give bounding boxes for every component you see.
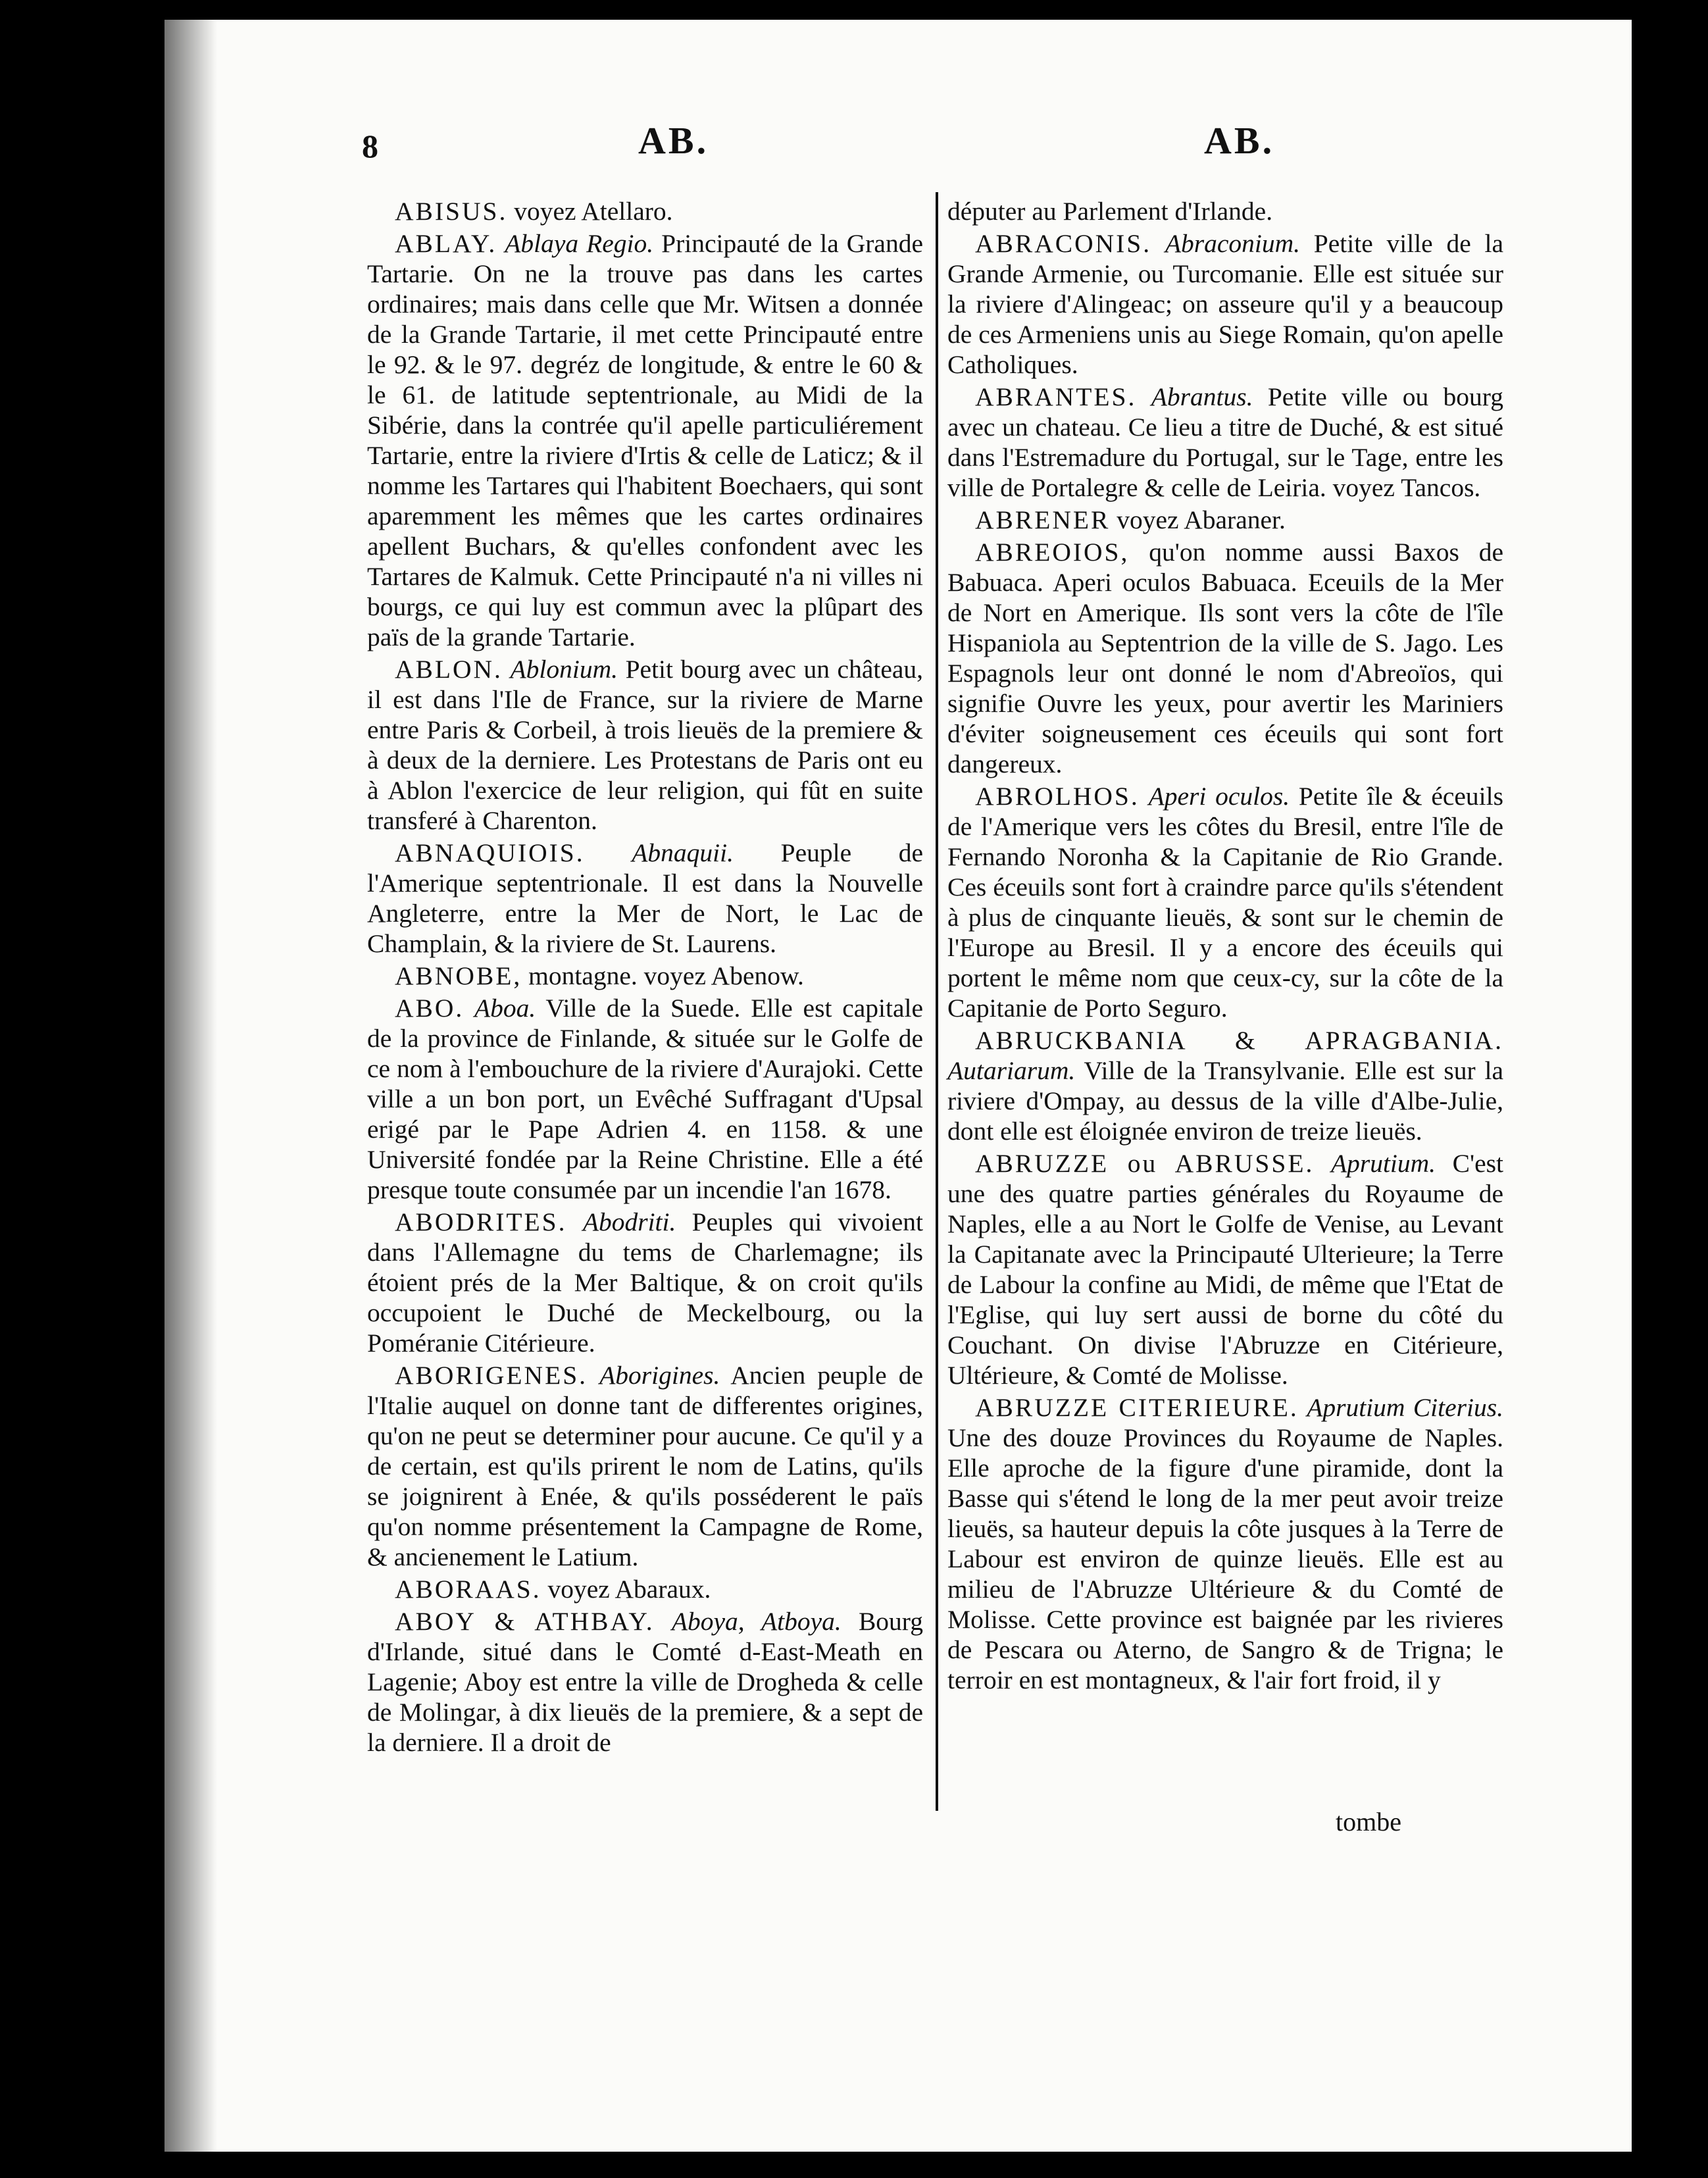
dictionary-entry <box>947 537 1503 779</box>
latin-name: Abnaquii. <box>632 838 734 867</box>
dictionary-entry <box>367 838 923 959</box>
headword: ABO. <box>395 994 465 1023</box>
headword: ABISUS. <box>395 197 508 226</box>
entry-text: Peuple de l'Amerique septentrionale. Il est dans la Nouvelle Angleterre, entre la Mer de Nort, le Lac de Champlain, & la riviere de St. Laurens. <box>367 838 924 958</box>
dictionary-entry <box>367 654 923 836</box>
entry-text: voyez Abaraner. <box>1110 505 1286 534</box>
entry-text: voyez Atellaro. <box>507 197 673 226</box>
latin-name: Abraconium. <box>1165 229 1301 258</box>
entry-text: qu'on nomme aussi Baxos de Babuaca. Aperi oculos Babuaca. Eceuils de la Mer de Nort en Amerique. Ils sont vers la côte de l'île Hispaniola au Septentrion de la ville de S. Jago. Les Espagnols leur ont donné le nom d'Abreoïos, qui signifie Ouvre les yeux, pour avertir les Mariniers d'éviter soigneusement ces éceuils qui sont fort dangereux. <box>947 538 1503 778</box>
catchword: tombe <box>1336 1807 1401 1836</box>
headword: ABRUZZE ou ABRUSSE. <box>975 1149 1315 1178</box>
headword: ABREOIOS, <box>975 538 1130 567</box>
left-column <box>367 196 923 1760</box>
entry-text: Ville de la Transylvanie. Elle est sur la riviere d'Ompay, au dessus de la ville d'Albe-Julie, dont elle est éloignée environ de treize lieuës. <box>947 1056 1503 1146</box>
headword: ABODRITES. <box>395 1207 567 1236</box>
entry-text: Ancien peuple de l'Italie auquel on donne tant de differentes origines, qu'on ne peut se determiner pour aucune. Ce qu'il y a de certain, est qu'ils prirent le nom de Latins, qu'ils se joignirent à Enée, & qu'ils posséderent le païs qu'on nomme présentement la Campagne de Rome, & ancienement le Latium. <box>367 1361 923 1571</box>
latin-name: Ablonium. <box>510 655 618 684</box>
headword: ABLON. <box>395 655 503 684</box>
headword: ABORAAS. <box>395 1575 541 1604</box>
column-divider <box>936 192 938 1811</box>
latin-name: Aprutium Citerius. <box>1307 1393 1503 1422</box>
headword: ABRENER <box>975 505 1111 534</box>
entry-text: Petite île & éceuils de l'Amerique vers les côtes du Bresil, entre l'île de Fernando Noronha & la Capitanie de Rio Grande. Ces éceuils sont fort à craindre parce qu'ils s'étendent à plus de cinquante lieuës, & sont sur le chemin de l'Europe au Bresil. Il y a encore des éceuils qui portent le même nom que ceux-cy, sur la côte de la Capitanie de Porto Seguro. <box>947 782 1504 1023</box>
entry-text: voyez Abaraux. <box>541 1575 711 1604</box>
dictionary-entry <box>947 228 1503 380</box>
dictionary-entry <box>947 196 1503 226</box>
latin-name: Aboa. <box>474 994 536 1023</box>
entry-text: Petit bourg avec un château, il est dans l'Ile de France, sur la riviere de Marne entre Paris & Corbeil, à trois lieuës de la premiere & à deux de la derniere. Les Protestans de Paris ont eu à Ablon l'exercice de leur religion, qui fût en suite transferé à Charenton. <box>367 655 924 835</box>
dictionary-entry <box>947 781 1503 1023</box>
headword: ABORIGENES. <box>395 1361 588 1390</box>
dictionary-entry <box>947 1025 1503 1146</box>
headword: ABRUCKBANIA & APRAGBANIA. <box>975 1026 1503 1055</box>
dictionary-entry <box>367 1360 923 1572</box>
dictionary-entry <box>367 1574 923 1604</box>
latin-name: Ablaya Regio. <box>505 229 654 258</box>
headword: ABLAY. <box>395 229 497 258</box>
entry-text: Bourg d'Irlande, situé dans le Comté d-East-Meath en Lagenie; Aboy est entre la ville de Drogheda & celle de Molingar, à dix lieuës de la premiere, & a sept de la derniere. Il a droit de <box>367 1607 923 1757</box>
dictionary-entry <box>947 1392 1503 1695</box>
latin-name: Autariarum. <box>947 1056 1076 1085</box>
dictionary-entry <box>367 993 923 1205</box>
latin-name: Aperi oculos. <box>1148 782 1290 811</box>
headword: ABOY & ATHBAY. <box>395 1607 655 1636</box>
headword: ABRACONIS. <box>975 229 1152 258</box>
dictionary-entry <box>367 1606 923 1758</box>
dictionary-entry <box>947 1148 1503 1390</box>
right-column <box>947 196 1503 1697</box>
latin-name: Abrantus. <box>1151 382 1253 411</box>
page-number: 8 <box>362 128 378 165</box>
entry-text: Principauté de la Grande Tartarie. On ne la trouve pas dans les cartes ordinaires; mais dans celle que Mr. Witsen a donnée de la Grande Tartarie, il met cette Principauté entre le 92. & le 97. degréz de longitude, & entre le 60 & le 61. de latitude septentrionale, au Midi de la Sibérie, dans la contrée qu'il apelle particuliérement Tartarie, entre la riviere d'Irtis & celle de Laticz; & il nomme les Tartares qui l'habitent Boechaers, qui sont aparemment les mêmes que les cartes ordinaires apellent Buchars, & qu'elles confondent avec les Tartares de Kalmuk. Cette Principauté n'a ni villes ni bourgs, ce qui luy est commun avec la plûpart des païs de la grande Tartarie. <box>367 229 923 651</box>
running-header-left: AB. <box>638 119 709 162</box>
headword: ABRANTES. <box>975 382 1137 411</box>
dictionary-entry <box>367 196 923 226</box>
headword: ABRUZZE CITERIEURE. <box>975 1393 1299 1422</box>
entry-text: Peuples qui vivoient dans l'Allemagne du tems de Charlemagne; ils étoient prés de la Mer Baltique, & on croit qu'ils occupoient le Duché de Meckelbourg, ou la Poméranie Citérieure. <box>367 1207 924 1357</box>
entry-text: Petite ville de la Grande Armenie, ou Turcomanie. Elle est située sur la riviere d'Alingeac; on asseure qu'il y a beaucoup de ces Armeniens unis au Siege Romain, qu'on apelle Catholiques. <box>947 229 1503 379</box>
entry-text: Ville de la Suede. Elle est capitale de la province de Finlande, & située sur le Golfe de ce nom à l'embouchure de la riviere d'Aurajoki. Cette ville a un bon port, un Evêché Suffragant d'Upsal erigé par le Pape Adrien 4. en 1158. & une Université fondée par la Reine Christine. Elle a été presque toute consumée par un incendie l'an 1678. <box>367 994 923 1204</box>
dictionary-entry <box>947 505 1503 535</box>
dictionary-entry <box>367 961 923 991</box>
dictionary-entry <box>947 382 1503 503</box>
latin-name: Aborigines. <box>599 1361 720 1390</box>
latin-name: Abodriti. <box>582 1207 676 1236</box>
scanned-page <box>164 20 1632 2152</box>
headword: ABROLHOS. <box>975 782 1140 811</box>
entry-text: députer au Parlement d'Irlande. <box>947 197 1273 226</box>
latin-name: Aboya, Atboya. <box>671 1607 841 1636</box>
entry-text: Une des douze Provinces du Royaume de Naples. Elle aproche de la figure d'une piramide, dont la Basse qui s'étend le long de la mer peut avoir treize lieuës, sa hauteur depuis la côte jusques à la Terre de Labour est environ de quinze lieuës. Elle est au milieu de l'Abruzze Ultérieure & du Comté de Molisse. Cette province est baignée par les rivieres de Pescara ou Aterno, de Sangro & de Trigna; le terroir en est montagneux, & l'air fort froid, il y <box>947 1423 1503 1694</box>
entry-text: montagne. voyez Abenow. <box>522 961 804 990</box>
headword: ABNAQUIOIS. <box>395 838 585 867</box>
entry-text: C'est une des quatre parties générales du Royaume de Naples, elle a au Nort le Golfe de Venise, au Levant la Capitanate avec la Principauté Ulterieure; la Terre de Labour la confine au Midi, de même que l'Etat de l'Eglise, qui luy sert aussi de borne du côté du Couchant. On divise l'Abruzze en Citérieure, Ultérieure, & Comté de Molisse. <box>947 1149 1504 1390</box>
dictionary-entry <box>367 228 923 652</box>
headword: ABNOBE, <box>395 961 522 990</box>
running-header-right: AB. <box>1204 119 1275 162</box>
entry-text: Petite ville ou bourg avec un chateau. Ce lieu a titre de Duché, & est situé dans l'Estremadure du Portugal, sur le Tage, entre les ville de Portalegre & celle de Leiria. voyez Tancos. <box>947 382 1503 502</box>
dictionary-entry <box>367 1207 923 1358</box>
latin-name: Aprutium. <box>1330 1149 1436 1178</box>
